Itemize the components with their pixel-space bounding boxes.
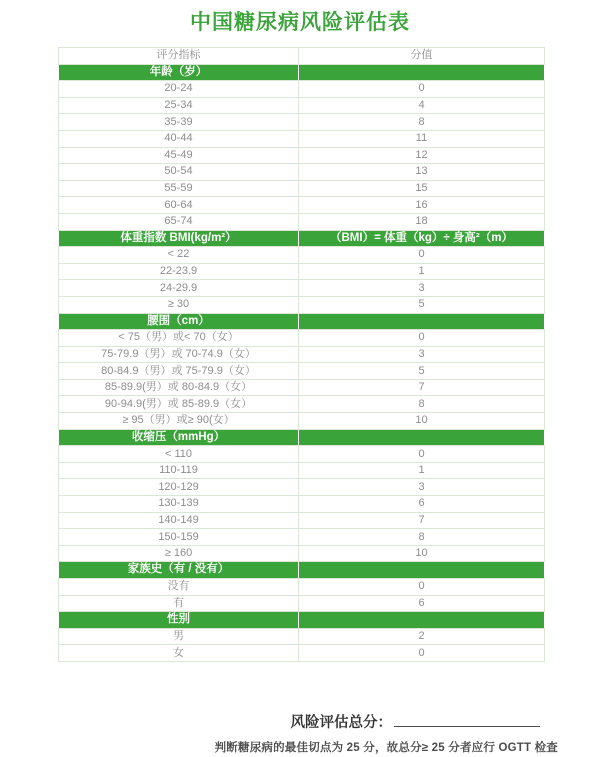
score-cell: 0: [299, 247, 545, 264]
table-row: [59, 396, 545, 413]
section-label: 性别: [59, 612, 299, 629]
score-cell: 0: [299, 579, 545, 596]
score-cell: 8: [299, 114, 545, 131]
table-row: [59, 545, 545, 562]
indicator-cell: < 22: [59, 247, 299, 264]
table-row: [59, 180, 545, 197]
score-cell: 5: [299, 296, 545, 313]
score-cell: 7: [299, 379, 545, 396]
col-header-score: 分值: [299, 48, 545, 65]
table-row: [59, 462, 545, 479]
score-cell: 1: [299, 462, 545, 479]
table-row: [59, 97, 545, 114]
section-header-row: [59, 313, 545, 330]
indicator-cell: 25-34: [59, 97, 299, 114]
indicator-cell: ≥ 160: [59, 545, 299, 562]
indicator-cell: 150-159: [59, 529, 299, 546]
section-header-row: [59, 562, 545, 579]
section-value-label: [299, 313, 545, 330]
score-cell: 8: [299, 396, 545, 413]
score-cell: 6: [299, 496, 545, 513]
score-cell: 0: [299, 446, 545, 463]
total-score-blank-line: [394, 714, 540, 727]
table-row: [59, 247, 545, 264]
footnote: 判断糖尿病的最佳切点为 25 分，故总分≥ 25 分者应行 OGTT 检查: [214, 742, 558, 754]
section-value-label: [299, 612, 545, 629]
indicator-cell: 80-84.9（男）或 75-79.9（女）: [59, 363, 299, 380]
indicator-cell: 40-44: [59, 130, 299, 147]
indicator-cell: 22-23.9: [59, 263, 299, 280]
score-cell: 18: [299, 213, 545, 230]
section-header-row: [59, 230, 545, 247]
indicator-cell: 没有: [59, 579, 299, 596]
indicator-cell: 85-89.9(男）或 80-84.9（女）: [59, 379, 299, 396]
score-cell: 15: [299, 180, 545, 197]
table-row: [59, 330, 545, 347]
table-row: [59, 81, 545, 98]
indicator-cell: 24-29.9: [59, 280, 299, 297]
score-cell: 0: [299, 330, 545, 347]
indicator-cell: ≥ 30: [59, 296, 299, 313]
risk-table-body: [59, 64, 545, 661]
risk-score-table: [58, 47, 545, 662]
score-cell: 3: [299, 346, 545, 363]
indicator-cell: 110-119: [59, 462, 299, 479]
section-label: 家族史（有 / 没有）: [59, 562, 299, 579]
section-label: 年龄（岁）: [59, 64, 299, 81]
indicator-cell: 120-129: [59, 479, 299, 496]
score-cell: 4: [299, 97, 545, 114]
score-cell: 3: [299, 280, 545, 297]
section-value-label: [299, 429, 545, 446]
table-row: [59, 529, 545, 546]
indicator-cell: 75-79.9（男）或 70-74.9（女）: [59, 346, 299, 363]
score-cell: 13: [299, 164, 545, 181]
table-row: [59, 363, 545, 380]
page-title: 中国糖尿病风险评估表: [190, 11, 410, 34]
section-value-label: [299, 562, 545, 579]
table-row: [59, 379, 545, 396]
section-value-label: （BMI）= 体重（kg）÷ 身高²（m）: [299, 230, 545, 247]
indicator-cell: 65-74: [59, 213, 299, 230]
column-header-row: [59, 48, 545, 65]
indicator-cell: < 110: [59, 446, 299, 463]
table-row: [59, 197, 545, 214]
score-cell: 0: [299, 81, 545, 98]
indicator-cell: 女: [59, 645, 299, 662]
table-row: [59, 479, 545, 496]
table-row: [59, 296, 545, 313]
score-cell: 11: [299, 130, 545, 147]
section-value-label: [299, 64, 545, 81]
table-row: [59, 645, 545, 662]
table-row: [59, 496, 545, 513]
table-row: [59, 346, 545, 363]
table-row: [59, 512, 545, 529]
total-score-label: 风险评估总分：: [290, 715, 392, 731]
score-cell: 0: [299, 645, 545, 662]
indicator-cell: 45-49: [59, 147, 299, 164]
table-row: [59, 213, 545, 230]
table-row: [59, 263, 545, 280]
footer: [0, 711, 600, 755]
col-header-indicator: 评分指标: [59, 48, 299, 65]
score-cell: 7: [299, 512, 545, 529]
score-cell: 1: [299, 263, 545, 280]
score-cell: 6: [299, 595, 545, 612]
section-header-row: [59, 64, 545, 81]
score-cell: 2: [299, 628, 545, 645]
indicator-cell: ≥ 95（男）或≥ 90(女）: [59, 413, 299, 430]
section-label: 腰围（cm）: [59, 313, 299, 330]
table-row: [59, 413, 545, 430]
indicator-cell: 60-64: [59, 197, 299, 214]
indicator-cell: 有: [59, 595, 299, 612]
table-row: [59, 114, 545, 131]
section-label: 体重指数 BMI(kg/m²）: [59, 230, 299, 247]
table-row: [59, 628, 545, 645]
score-cell: 3: [299, 479, 545, 496]
indicator-cell: 55-59: [59, 180, 299, 197]
indicator-cell: 130-139: [59, 496, 299, 513]
indicator-cell: 男: [59, 628, 299, 645]
section-label: 收缩压（mmHg）: [59, 429, 299, 446]
table-row: [59, 164, 545, 181]
score-cell: 10: [299, 413, 545, 430]
section-header-row: [59, 429, 545, 446]
table-row: [59, 130, 545, 147]
indicator-cell: 90-94.9(男）或 85-89.9（女）: [59, 396, 299, 413]
indicator-cell: 50-54: [59, 164, 299, 181]
table-row: [59, 595, 545, 612]
indicator-cell: 35-39: [59, 114, 299, 131]
indicator-cell: 20-24: [59, 81, 299, 98]
section-header-row: [59, 612, 545, 629]
table-row: [59, 147, 545, 164]
score-cell: 16: [299, 197, 545, 214]
score-cell: 10: [299, 545, 545, 562]
score-cell: 8: [299, 529, 545, 546]
indicator-cell: < 75（男）或< 70（女）: [59, 330, 299, 347]
score-cell: 12: [299, 147, 545, 164]
total-score-line: [0, 711, 600, 732]
score-cell: 5: [299, 363, 545, 380]
table-row: [59, 579, 545, 596]
table-row: [59, 280, 545, 297]
table-row: [59, 446, 545, 463]
indicator-cell: 140-149: [59, 512, 299, 529]
